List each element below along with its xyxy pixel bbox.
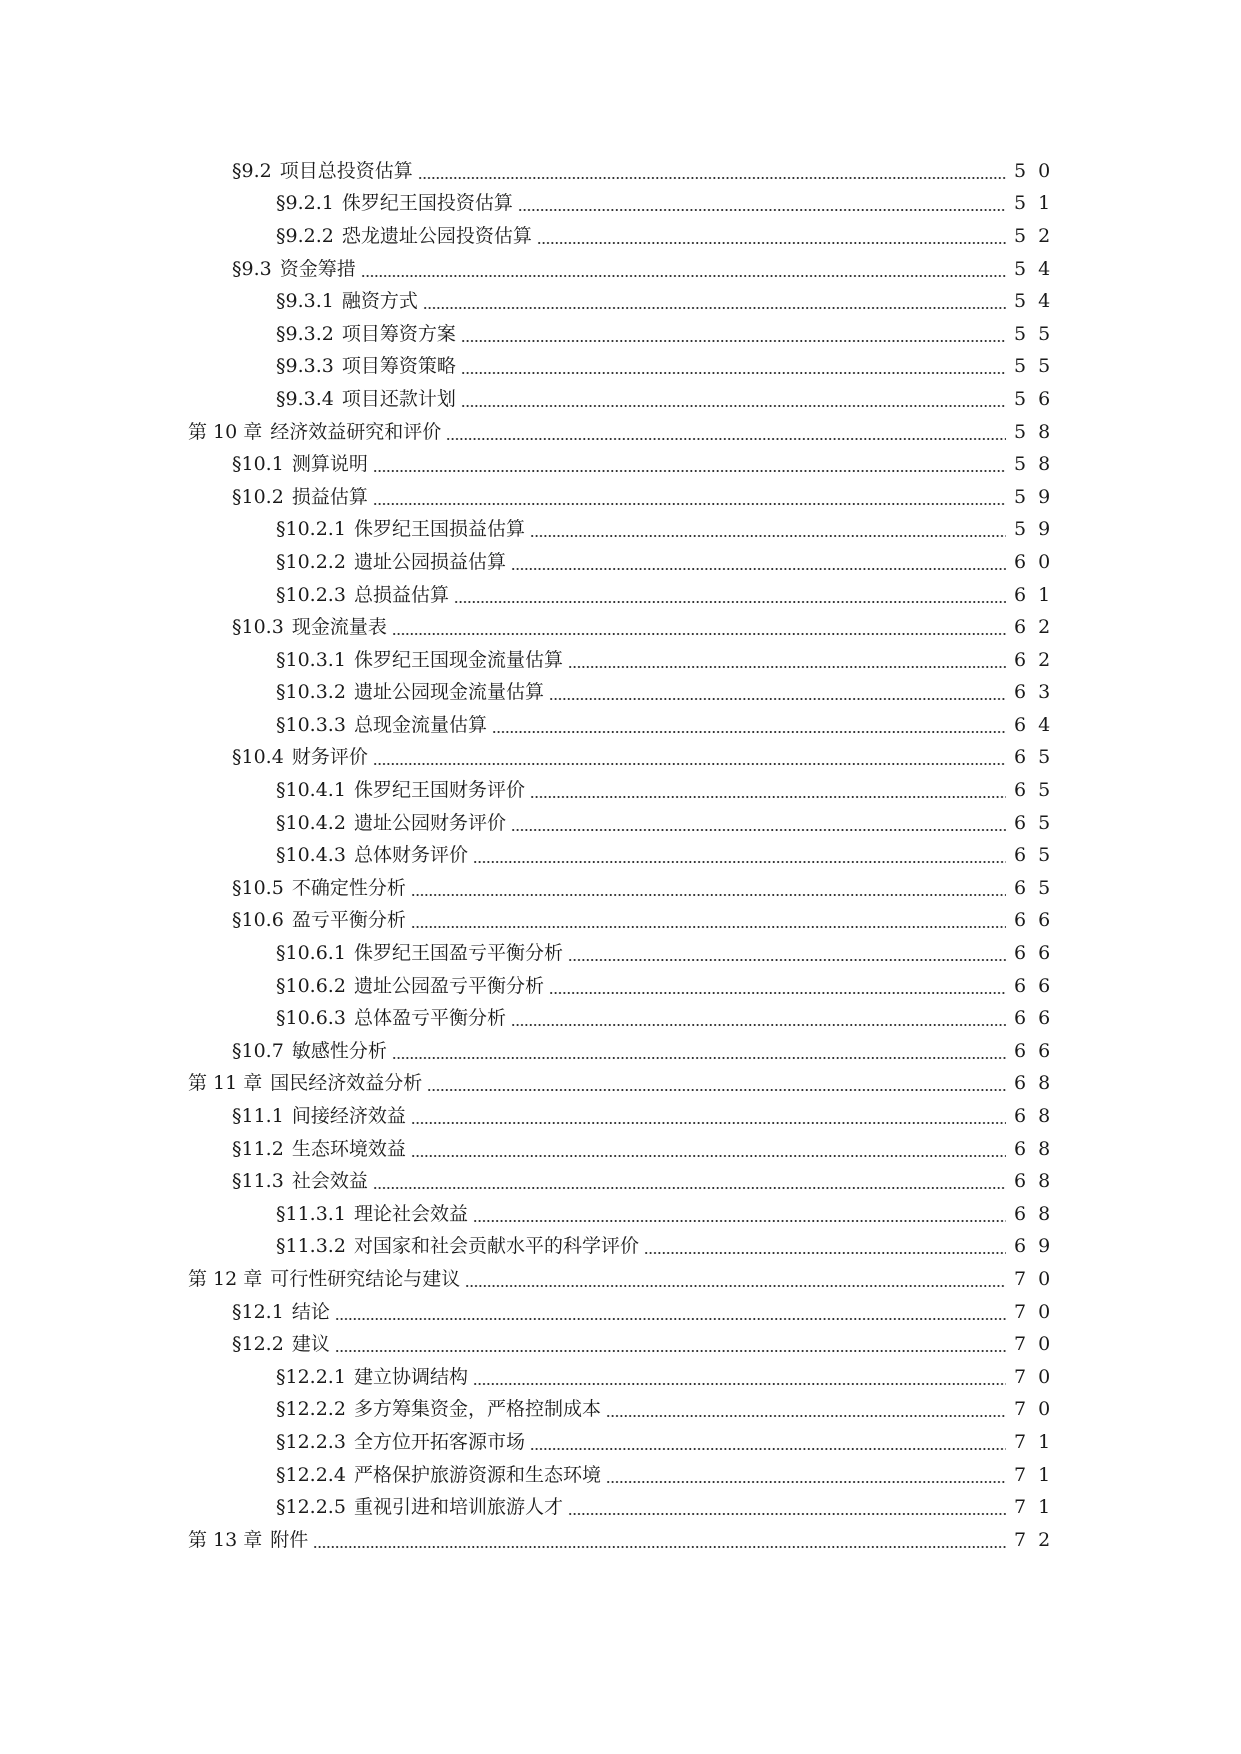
toc-entry-page: 65 — [1014, 746, 1063, 769]
toc-entry-label — [188, 420, 444, 443]
dot-leader — [530, 520, 1006, 539]
toc-entry[interactable] — [0, 1198, 1241, 1231]
toc-entry[interactable] — [0, 1491, 1241, 1524]
toc-entry-page: 66 — [1014, 1007, 1063, 1030]
dot-leader — [568, 944, 1006, 963]
toc-entry-label — [276, 648, 566, 671]
toc-entry-label — [276, 1498, 566, 1517]
toc-entry-number: §9.3.2 — [276, 322, 334, 345]
toc-entry-number: §10.3.3 — [276, 713, 346, 736]
toc-entry-page: 71 — [1014, 1463, 1063, 1486]
dot-leader — [427, 1074, 1006, 1093]
toc-entry-label — [276, 1365, 471, 1388]
toc-entry-number: §9.3.1 — [276, 290, 334, 313]
dot-leader — [511, 553, 1006, 572]
toc-entry-label — [232, 876, 409, 899]
toc-entry[interactable] — [0, 774, 1241, 807]
toc-entry-title: 项目筹资方案 — [341, 322, 456, 345]
dot-leader — [473, 846, 1006, 865]
toc-entry[interactable] — [0, 416, 1241, 449]
toc-entry-label — [276, 520, 528, 539]
dot-leader — [446, 423, 1006, 442]
toc-entry-title: 建议 — [291, 1333, 330, 1356]
toc-entry[interactable] — [0, 546, 1241, 579]
toc-entry[interactable] — [0, 611, 1241, 644]
dot-leader — [549, 977, 1006, 996]
toc-entry[interactable] — [0, 742, 1241, 775]
dot-leader — [461, 357, 1006, 376]
toc-entry[interactable] — [0, 1459, 1241, 1492]
toc-entry-label — [232, 485, 371, 508]
toc-entry-page: 63 — [1014, 681, 1063, 704]
toc-entry-title: 测算说明 — [291, 453, 368, 476]
toc-entry-title: 结论 — [291, 1300, 330, 1323]
toc-entry-title: 敏感性分析 — [291, 1039, 387, 1062]
toc-entry-title: 重视引进和培训旅游人才 — [353, 1496, 563, 1519]
dot-leader — [335, 1335, 1006, 1354]
toc-entry-number: §10.2.3 — [276, 583, 346, 606]
toc-entry-title: 现金流量表 — [291, 616, 387, 639]
toc-entry-number: §9.3.3 — [276, 355, 334, 378]
toc-entry[interactable] — [0, 1068, 1241, 1101]
toc-entry-label — [276, 194, 516, 213]
toc-entry-number: §11.3.1 — [276, 1202, 346, 1225]
toc-entry-title: 项目总投资估算 — [279, 159, 413, 182]
dot-leader — [411, 879, 1006, 898]
toc-entry-page: 58 — [1014, 420, 1063, 443]
toc-entry-page: 68 — [1014, 1105, 1063, 1128]
toc-entry[interactable] — [0, 1426, 1241, 1459]
dot-leader — [373, 748, 1006, 767]
toc-entry-number: §10.2.2 — [276, 550, 346, 573]
toc-entry-label — [188, 1528, 311, 1551]
toc-entry-page: 58 — [1014, 453, 1063, 476]
toc-entry-label — [276, 1400, 604, 1419]
toc-entry[interactable] — [0, 905, 1241, 938]
dot-leader — [644, 1237, 1006, 1256]
toc-entry-label — [188, 1074, 425, 1093]
toc-entry-title: 多方筹集资金，严格控制成本 — [353, 1398, 601, 1421]
dot-leader — [568, 1498, 1006, 1517]
dot-leader — [411, 1140, 1006, 1159]
toc-entry-number: §10.3 — [232, 616, 284, 639]
toc-entry-title: 总体财务评价 — [353, 844, 468, 867]
toc-entry-page: 70 — [1014, 1398, 1063, 1421]
toc-entry[interactable] — [0, 514, 1241, 547]
toc-entry[interactable] — [0, 839, 1241, 872]
toc-entry-title: 严格保护旅游资源和生态环境 — [353, 1463, 601, 1486]
dot-leader — [454, 586, 1006, 605]
toc-entry-number: 第 11 章 — [188, 1072, 263, 1095]
toc-entry-title: 遗址公园现金流量估算 — [353, 681, 544, 704]
dot-leader — [313, 1531, 1006, 1550]
toc-entry-number: §10.2.1 — [276, 518, 346, 541]
toc-entry-number: §9.3 — [232, 257, 272, 280]
toc-entry-page: 70 — [1014, 1333, 1063, 1356]
toc-entry-number: §9.2.1 — [276, 192, 334, 215]
toc-entry-page: 50 — [1014, 159, 1063, 182]
toc-entry-title: 项目还款计划 — [341, 387, 456, 410]
toc-entry[interactable] — [0, 188, 1241, 221]
toc-entry-page: 68 — [1014, 1170, 1063, 1193]
toc-entry[interactable] — [0, 1002, 1241, 1035]
toc-entry[interactable] — [0, 1263, 1241, 1296]
toc-entry-number: §12.2.1 — [276, 1365, 346, 1388]
toc-entry-number: §10.6.3 — [276, 1007, 346, 1030]
toc-entry[interactable] — [0, 937, 1241, 970]
dot-leader — [392, 618, 1006, 637]
toc-entry[interactable] — [0, 644, 1241, 677]
toc-entry-label — [232, 1300, 333, 1323]
toc-entry[interactable] — [0, 872, 1241, 905]
toc-entry-number: §10.6.2 — [276, 974, 346, 997]
toc-entry-page: 70 — [1014, 1267, 1063, 1290]
dot-leader — [373, 488, 1006, 507]
toc-entry-label — [232, 748, 371, 767]
toc-entry-label — [276, 322, 459, 345]
toc-entry-title: 总体盈亏平衡分析 — [353, 1007, 506, 1030]
toc-entry[interactable] — [0, 351, 1241, 384]
toc-entry[interactable] — [0, 1328, 1241, 1361]
toc-entry-title: 不确定性分析 — [291, 876, 406, 899]
toc-entry[interactable] — [0, 220, 1241, 253]
toc-entry[interactable] — [0, 1100, 1241, 1133]
toc-entry[interactable] — [0, 253, 1241, 286]
toc-entry-title: 融资方式 — [341, 290, 418, 313]
dot-leader — [411, 911, 1006, 930]
toc-entry[interactable] — [0, 1296, 1241, 1329]
toc-entry-label — [276, 292, 421, 311]
toc-entry-label — [232, 1137, 409, 1160]
toc-entry-number: §9.2 — [232, 159, 272, 182]
dot-leader — [537, 227, 1006, 246]
toc-entry[interactable] — [0, 709, 1241, 742]
toc-entry-label — [276, 224, 535, 247]
toc-entry[interactable] — [0, 1394, 1241, 1427]
toc-entry[interactable] — [0, 807, 1241, 840]
toc-entry-title: 侏罗纪王国现金流量估算 — [353, 648, 563, 671]
toc-entry-label — [232, 911, 409, 930]
toc-entry[interactable] — [0, 318, 1241, 351]
toc-entry-title: 可行性研究结论与建议 — [270, 1267, 461, 1290]
toc-entry-label — [232, 455, 371, 474]
toc-entry-title: 附件 — [270, 1528, 309, 1551]
toc-entry-title: 理论社会效益 — [353, 1202, 468, 1225]
toc-entry-label — [232, 159, 416, 182]
toc-entry-number: 第 13 章 — [188, 1528, 263, 1551]
toc-entry-page: 66 — [1014, 1039, 1063, 1062]
toc-entry[interactable] — [0, 1231, 1241, 1264]
table-of-contents — [0, 155, 1241, 1557]
toc-entry[interactable] — [0, 1361, 1241, 1394]
toc-entry-title: 侏罗纪王国投资估算 — [341, 192, 513, 215]
toc-entry-title: 资金筹措 — [279, 257, 356, 280]
toc-entry-page: 62 — [1014, 648, 1063, 671]
toc-entry-number: §12.2.4 — [276, 1463, 346, 1486]
toc-entry-title: 财务评价 — [291, 746, 368, 769]
toc-entry-label — [276, 713, 490, 736]
toc-entry[interactable] — [0, 1524, 1241, 1557]
toc-entry-label — [276, 1237, 642, 1256]
dot-leader — [392, 1042, 1006, 1061]
toc-entry-title: 侏罗纪王国财务评价 — [353, 779, 525, 802]
toc-entry-title: 国民经济效益分析 — [270, 1072, 423, 1095]
toc-entry-title: 侏罗纪王国损益估算 — [353, 518, 525, 541]
toc-entry-page: 66 — [1014, 909, 1063, 932]
toc-entry-page: 64 — [1014, 713, 1063, 736]
toc-entry[interactable] — [0, 1133, 1241, 1166]
toc-entry-label — [276, 1202, 471, 1225]
toc-entry[interactable] — [0, 1165, 1241, 1198]
toc-entry-label — [276, 846, 471, 865]
toc-entry-title: 社会效益 — [291, 1170, 368, 1193]
dot-leader — [606, 1400, 1006, 1419]
toc-entry[interactable] — [0, 481, 1241, 514]
toc-entry-number: §12.2.5 — [276, 1496, 346, 1519]
toc-entry-page: 56 — [1014, 387, 1063, 410]
dot-leader — [465, 1270, 1006, 1289]
dot-leader — [606, 1466, 1006, 1485]
toc-entry-title: 对国家和社会贡献水平的科学评价 — [353, 1235, 639, 1258]
toc-entry-title: 全方位开拓客源市场 — [353, 1430, 525, 1453]
toc-entry-number: §11.2 — [232, 1137, 284, 1160]
toc-entry-page: 51 — [1014, 192, 1063, 215]
toc-entry-number: §10.4.2 — [276, 811, 346, 834]
toc-entry-title: 经济效益研究和评价 — [270, 420, 442, 443]
toc-entry-number: §10.1 — [232, 453, 284, 476]
toc-entry-page: 72 — [1014, 1528, 1063, 1551]
toc-entry-number: §10.7 — [232, 1039, 284, 1062]
toc-entry-label — [276, 387, 459, 410]
dot-leader — [549, 683, 1006, 702]
toc-entry-page: 55 — [1014, 322, 1063, 345]
toc-entry-title: 恐龙遗址公园投资估算 — [341, 224, 532, 247]
toc-entry[interactable] — [0, 155, 1241, 188]
dot-leader — [335, 1303, 1006, 1322]
toc-entry-label — [232, 1039, 390, 1062]
dot-leader — [423, 292, 1006, 311]
toc-entry-title: 建立协调结构 — [353, 1365, 468, 1388]
toc-entry-number: 第 10 章 — [188, 420, 263, 443]
toc-entry-page: 68 — [1014, 1137, 1063, 1160]
toc-entry-number: §10.5 — [232, 876, 284, 899]
toc-entry-number: §10.3.2 — [276, 681, 346, 704]
toc-entry-title: 损益估算 — [291, 485, 368, 508]
toc-entry-page: 62 — [1014, 616, 1063, 639]
toc-entry-label — [232, 618, 390, 637]
dot-leader — [511, 1009, 1006, 1028]
toc-entry-label — [232, 257, 359, 280]
toc-entry-number: §11.3 — [232, 1170, 284, 1193]
toc-entry-title: 生态环境效益 — [291, 1137, 406, 1160]
toc-entry-number: §9.2.2 — [276, 224, 334, 247]
toc-entry-label — [276, 683, 547, 702]
dot-leader — [373, 455, 1006, 474]
toc-entry-title: 总损益估算 — [353, 583, 449, 606]
toc-entry-label — [188, 1267, 463, 1290]
toc-entry-label — [276, 781, 528, 800]
toc-entry-page: 68 — [1014, 1072, 1063, 1095]
toc-entry-page: 55 — [1014, 355, 1063, 378]
toc-entry-page: 54 — [1014, 290, 1063, 313]
toc-entry-number: §10.6 — [232, 909, 284, 932]
toc-entry[interactable] — [0, 970, 1241, 1003]
toc-entry-number: §12.2 — [232, 1333, 284, 1356]
toc-entry-number: 第 12 章 — [188, 1267, 263, 1290]
toc-entry-label — [276, 1430, 528, 1453]
dot-leader — [411, 1107, 1006, 1126]
toc-entry-page: 52 — [1014, 224, 1063, 247]
toc-entry-number: §12.1 — [232, 1300, 284, 1323]
toc-entry-label — [232, 1335, 333, 1354]
toc-entry-number: §10.4.3 — [276, 844, 346, 867]
toc-entry-title: 盈亏平衡分析 — [291, 909, 406, 932]
dot-leader — [530, 781, 1006, 800]
toc-entry[interactable] — [0, 579, 1241, 612]
toc-entry-page: 61 — [1014, 583, 1063, 606]
toc-entry[interactable] — [0, 285, 1241, 318]
toc-entry-number: §11.3.2 — [276, 1235, 346, 1258]
toc-entry[interactable] — [0, 677, 1241, 710]
toc-entry-number: §10.6.1 — [276, 942, 346, 965]
toc-entry-page: 70 — [1014, 1300, 1063, 1323]
toc-entry-number: §10.3.1 — [276, 648, 346, 671]
toc-entry-title: 总现金流量估算 — [353, 713, 487, 736]
dot-leader — [461, 325, 1006, 344]
toc-entry-number: §10.2 — [232, 485, 284, 508]
toc-entry-page: 71 — [1014, 1430, 1063, 1453]
toc-entry-title: 遗址公园损益估算 — [353, 550, 506, 573]
toc-entry-page: 69 — [1014, 1235, 1063, 1258]
dot-leader — [461, 390, 1006, 409]
toc-entry-page: 65 — [1014, 779, 1063, 802]
toc-entry-page: 68 — [1014, 1202, 1063, 1225]
dot-leader — [418, 162, 1006, 181]
toc-entry-number: §10.4 — [232, 746, 284, 769]
dot-leader — [473, 1368, 1006, 1387]
toc-entry-label — [276, 974, 547, 997]
toc-entry-page: 65 — [1014, 844, 1063, 867]
toc-entry-page: 66 — [1014, 942, 1063, 965]
toc-entry-number: §12.2.2 — [276, 1398, 346, 1421]
toc-entry-page: 71 — [1014, 1496, 1063, 1519]
toc-entry-page: 66 — [1014, 974, 1063, 997]
toc-entry[interactable] — [0, 448, 1241, 481]
toc-entry-title: 间接经济效益 — [291, 1105, 406, 1128]
toc-entry-number: §12.2.3 — [276, 1430, 346, 1453]
dot-leader — [473, 1205, 1006, 1224]
toc-entry-title: 遗址公园盈亏平衡分析 — [353, 974, 544, 997]
toc-entry-page: 60 — [1014, 550, 1063, 573]
toc-entry-title: 项目筹资策略 — [341, 355, 456, 378]
toc-entry-title: 侏罗纪王国盈亏平衡分析 — [353, 942, 563, 965]
toc-entry-number: §10.4.1 — [276, 779, 346, 802]
toc-entry-number: §11.1 — [232, 1105, 284, 1128]
dot-leader — [568, 651, 1006, 670]
toc-entry-number: §9.3.4 — [276, 387, 334, 410]
dot-leader — [361, 260, 1006, 279]
toc-entry-page: 65 — [1014, 811, 1063, 834]
toc-entry[interactable] — [0, 1035, 1241, 1068]
toc-entry-page: 54 — [1014, 257, 1063, 280]
toc-entry-label — [232, 1172, 371, 1191]
dot-leader — [518, 194, 1006, 213]
toc-entry-label — [276, 811, 509, 834]
toc-entry-title: 遗址公园财务评价 — [353, 811, 506, 834]
toc-entry-label — [276, 357, 459, 376]
toc-entry-label — [276, 1009, 509, 1028]
toc-entry-page: 70 — [1014, 1365, 1063, 1388]
dot-leader — [492, 716, 1006, 735]
toc-entry-page: 65 — [1014, 876, 1063, 899]
dot-leader — [373, 1172, 1006, 1191]
dot-leader — [511, 814, 1006, 833]
toc-entry-page: 59 — [1014, 485, 1063, 508]
toc-entry-page: 59 — [1014, 518, 1063, 541]
toc-entry-label — [276, 1463, 604, 1486]
toc-entry-label — [232, 1107, 409, 1126]
toc-entry-label — [276, 944, 566, 963]
dot-leader — [530, 1433, 1006, 1452]
toc-entry-label — [276, 583, 452, 606]
toc-entry-label — [276, 550, 509, 573]
toc-entry[interactable] — [0, 383, 1241, 416]
